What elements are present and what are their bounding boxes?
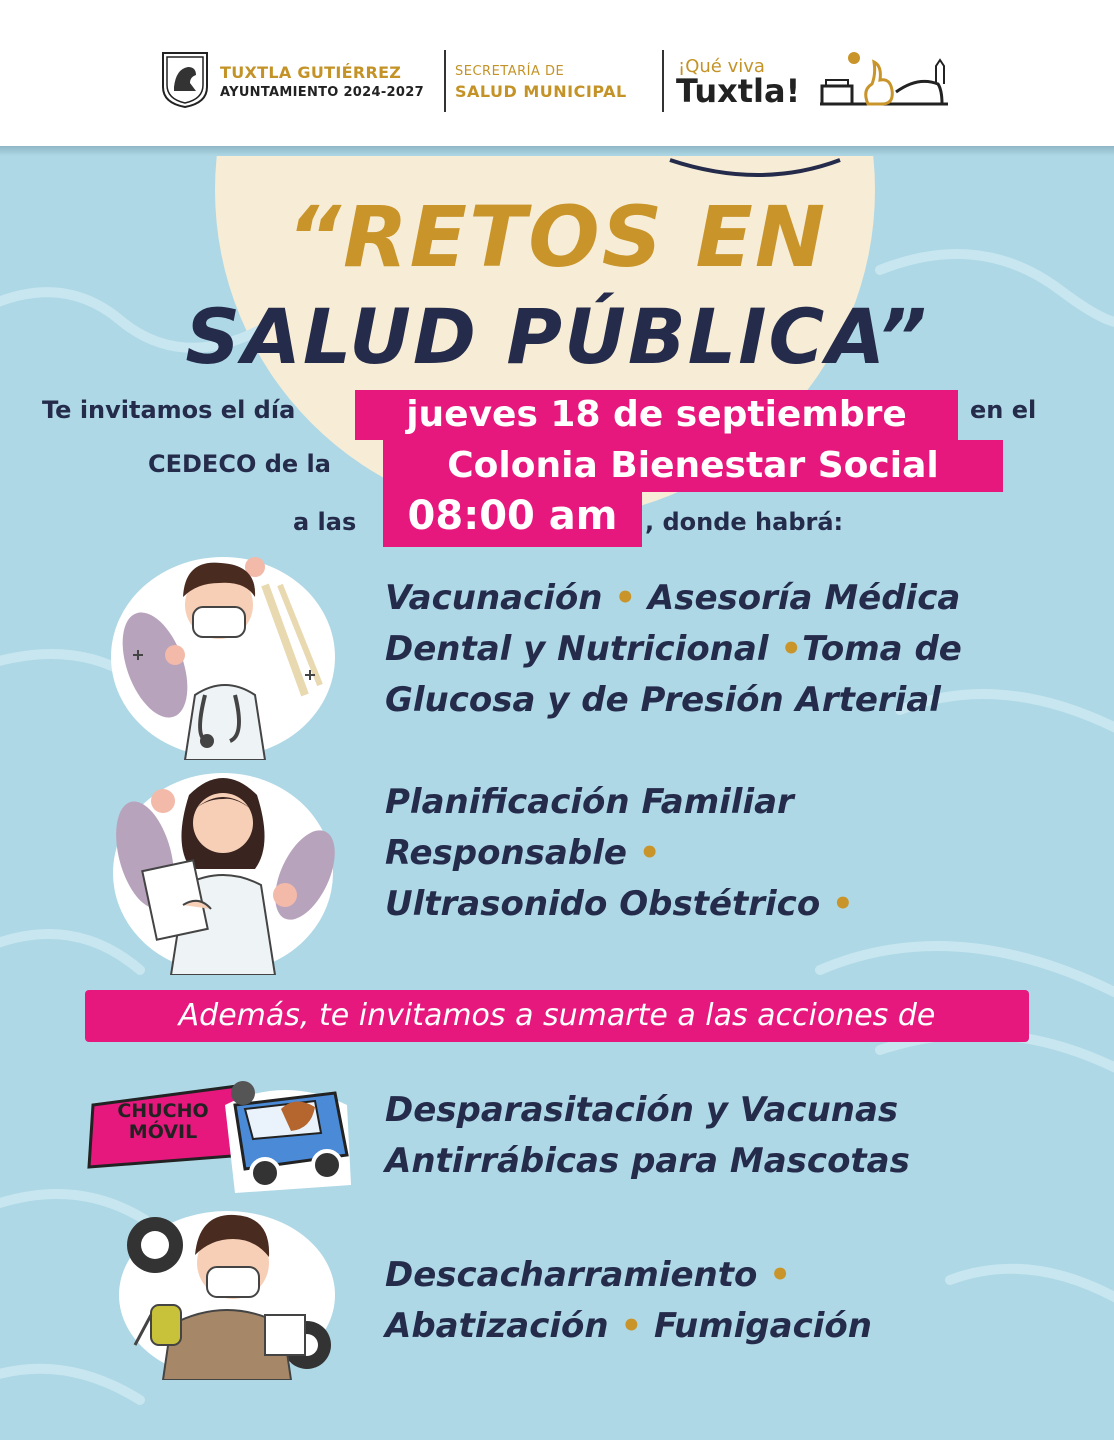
doctor-stethoscope-illustration xyxy=(105,545,340,760)
fumigation-worker-illustration xyxy=(115,1205,340,1380)
event-title-line2: SALUD PÚBLICA” xyxy=(185,292,929,381)
header-bar xyxy=(0,0,1114,150)
invite-after-date: en el xyxy=(970,396,1037,424)
service-glucosa-presion: Glucosa y de Presión Arterial xyxy=(385,680,941,720)
female-doctor-illustration xyxy=(105,765,340,975)
services-family xyxy=(385,777,854,930)
time-intro: a las xyxy=(293,508,357,536)
event-date-highlight: jueves 18 de septiembre xyxy=(355,390,958,440)
slogan-line1: ¡Qué viva xyxy=(678,56,765,77)
event-place-highlight: Colonia Bienestar Social xyxy=(383,440,1003,492)
slogan-line2: Tuxtla! xyxy=(676,72,801,110)
header-divider xyxy=(662,50,664,112)
municipal-seal-icon xyxy=(160,47,210,109)
bullet-dot: • xyxy=(769,1255,791,1295)
service-ultrasonido: Ultrasonido Obstétrico xyxy=(385,884,821,924)
place-intro: CEDECO de la xyxy=(148,450,331,478)
invite-after-time: , donde habrá: xyxy=(645,508,844,536)
secretaria-line1: SECRETARÍA DE xyxy=(455,64,565,79)
service-abatizacion: Abatización xyxy=(385,1306,609,1346)
chucho-movil-label xyxy=(98,1101,228,1143)
bullet-dot: • xyxy=(614,578,637,618)
service-desparasitacion: Desparasitación y Vacunas xyxy=(385,1090,899,1130)
service-dental-nutricional: Dental y Nutricional xyxy=(385,629,769,669)
header-shadow xyxy=(0,146,1114,156)
service-descacharramiento: Descacharramiento xyxy=(385,1255,758,1295)
service-asesoria: Asesoría Médica xyxy=(647,578,961,618)
service-fumigacion: Fumigación xyxy=(654,1306,872,1346)
rabbit-cathedral-logo-icon xyxy=(818,50,958,112)
services-pets xyxy=(385,1085,910,1187)
org-name: TUXTLA GUTIÉRREZ xyxy=(220,63,402,82)
service-antirrabicas: Antirrábicas para Mascotas xyxy=(385,1141,910,1181)
event-time-highlight: 08:00 am xyxy=(383,492,642,547)
bullet-dot: • xyxy=(638,833,661,873)
service-responsable: Responsable xyxy=(385,833,627,873)
chucho-label-line1: CHUCHO xyxy=(117,1100,209,1122)
event-title-line1: “RETOS EN xyxy=(286,188,828,286)
header-divider xyxy=(444,50,446,112)
secretaria-line2: SALUD MUNICIPAL xyxy=(455,82,627,101)
org-term: AYUNTAMIENTO 2024-2027 xyxy=(220,85,424,100)
chucho-label-line2: MÓVIL xyxy=(128,1121,198,1143)
service-toma-de: Toma de xyxy=(802,629,962,669)
additional-actions-banner: Además, te invitamos a sumarte a las acciones de xyxy=(85,990,1029,1042)
services-vector-control xyxy=(385,1250,872,1352)
bullet-dot: • xyxy=(832,884,854,924)
bullet-dot: • xyxy=(780,629,803,669)
service-vacunacion: Vacunación xyxy=(385,578,603,618)
services-medical xyxy=(385,573,962,726)
invite-intro: Te invitamos el día xyxy=(42,396,296,424)
bullet-dot: • xyxy=(620,1306,643,1346)
service-planificacion: Planificación Familiar xyxy=(385,782,794,822)
